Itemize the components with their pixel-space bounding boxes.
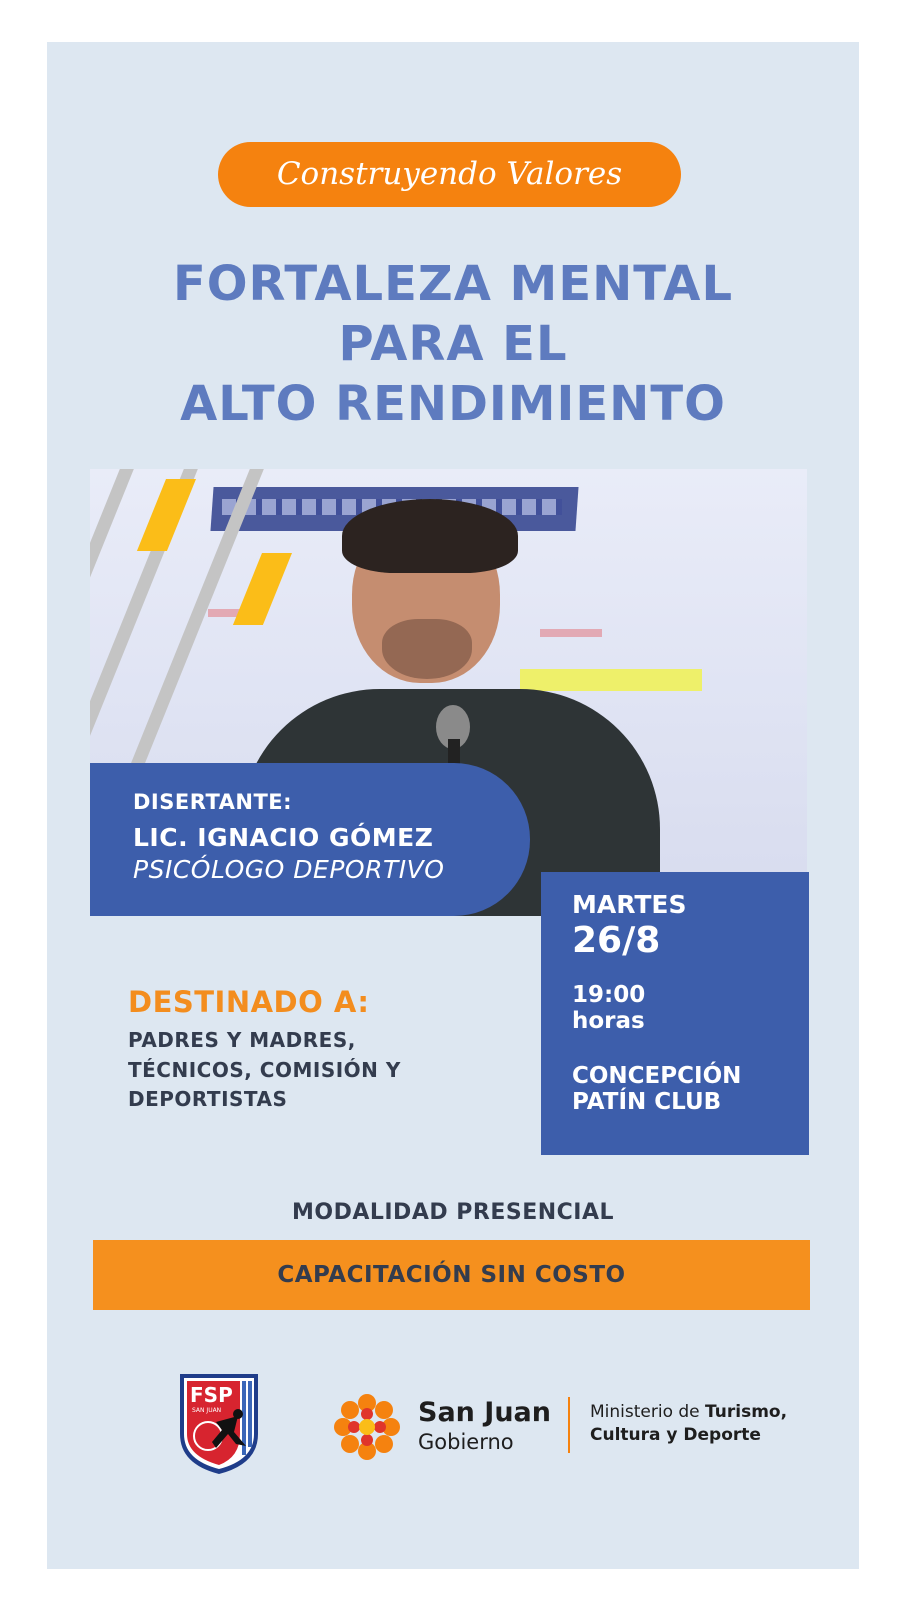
ministry-line-1-bold: Turismo,	[705, 1402, 788, 1422]
speaker-label: DISERTANTE:	[133, 790, 293, 814]
speaker-beard	[382, 619, 472, 679]
event-date: 26/8	[572, 920, 661, 961]
audience-heading: DESTINADO A:	[128, 985, 370, 1019]
background-highlight	[520, 669, 702, 691]
speaker-role: PSICÓLOGO DEPORTIVO	[133, 855, 445, 884]
background-mark	[540, 629, 602, 637]
fsp-logo	[176, 1372, 262, 1476]
title-line-2: PARA EL	[338, 316, 568, 372]
speaker-name: LIC. IGNACIO GÓMEZ	[133, 823, 434, 852]
event-day: MARTES	[572, 890, 687, 919]
ministry-line-1	[590, 1402, 787, 1422]
modality-text: MODALIDAD PRESENCIAL	[291, 1200, 615, 1225]
decorative-stripe-yellow	[137, 479, 196, 551]
title-line-1: FORTALEZA MENTAL	[172, 256, 734, 312]
event-time-unit: horas	[572, 1008, 645, 1034]
san-juan-name: San Juan	[418, 1397, 551, 1428]
audience-line-3: DEPORTISTAS	[128, 1087, 288, 1111]
title-line-3: ALTO RENDIMIENTO	[180, 376, 726, 432]
fsp-logo-acronym: FSP	[190, 1383, 233, 1407]
san-juan-gobierno: Gobierno	[418, 1430, 514, 1454]
event-time: 19:00	[572, 982, 646, 1008]
cost-banner: CAPACITACIÓN SIN COSTO	[93, 1240, 810, 1310]
fsp-logo-sub: SAN JUAN	[192, 1407, 222, 1414]
program-tag: Construyendo Valores	[218, 142, 681, 207]
event-place-line-1: CONCEPCIÓN	[572, 1063, 742, 1089]
event-place-line-2: PATÍN CLUB	[572, 1089, 722, 1115]
audience-line-1: PADRES Y MADRES,	[128, 1028, 356, 1052]
ministry-line-2: Cultura y Deporte	[590, 1425, 761, 1445]
decorative-stripe-yellow	[233, 553, 292, 625]
speaker-hair	[342, 499, 518, 573]
san-juan-flower-icon	[334, 1394, 400, 1460]
logo-divider	[568, 1397, 570, 1453]
event-details-panel	[541, 872, 809, 1155]
audience-line-2: TÉCNICOS, COMISIÓN Y	[128, 1058, 401, 1082]
ministry-prefix: Ministerio de	[590, 1402, 700, 1422]
